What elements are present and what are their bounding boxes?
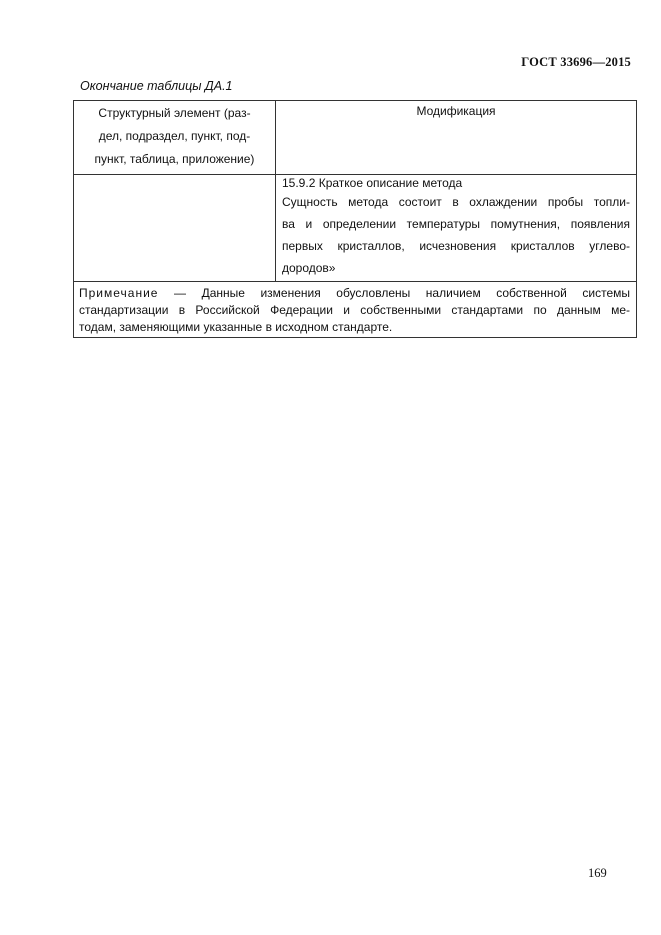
document-code: ГОСТ 33696—2015 <box>521 55 631 69</box>
table-caption: Окончание таблицы ДА.1 <box>80 79 233 93</box>
modification-line: дородов» <box>282 261 336 275</box>
column-header-structural-element <box>74 101 276 175</box>
table-header-row <box>74 101 637 175</box>
column-header-modification: Модификация <box>276 101 637 175</box>
structural-element-cell <box>74 175 276 282</box>
note-cell <box>74 282 637 338</box>
modification-line: ва и определении температуры помутнения, появления <box>282 217 630 231</box>
note-line: тодам, заменяющими указанные в исходном стандарте. <box>79 320 393 334</box>
note-first-line <box>79 285 630 302</box>
column-header-line: Структурный элемент (раз- <box>98 106 251 120</box>
column-header-line: пункт, таблица, приложение) <box>94 152 255 166</box>
modification-heading: 15.9.2 Краткое описание метода <box>282 176 463 190</box>
modification-table <box>73 100 637 338</box>
column-header-line: дел, подраздел, пункт, под- <box>98 129 251 143</box>
note-row <box>74 282 637 338</box>
modification-line: первых кристаллов, исчезновения кристаллов углево- <box>282 239 630 253</box>
note-text: — Данные изменения обусловлены наличием собственной системы <box>158 286 630 300</box>
note-label: Примечание <box>79 286 159 300</box>
page-number: 169 <box>588 866 607 880</box>
note-line: стандартизации в Российской Федерации и собственными стандартами по данным ме- <box>79 303 630 317</box>
modification-cell <box>276 175 637 282</box>
table-row <box>74 175 637 282</box>
modification-line: Сущность метода состоит в охлаждении пробы топли- <box>282 195 630 209</box>
